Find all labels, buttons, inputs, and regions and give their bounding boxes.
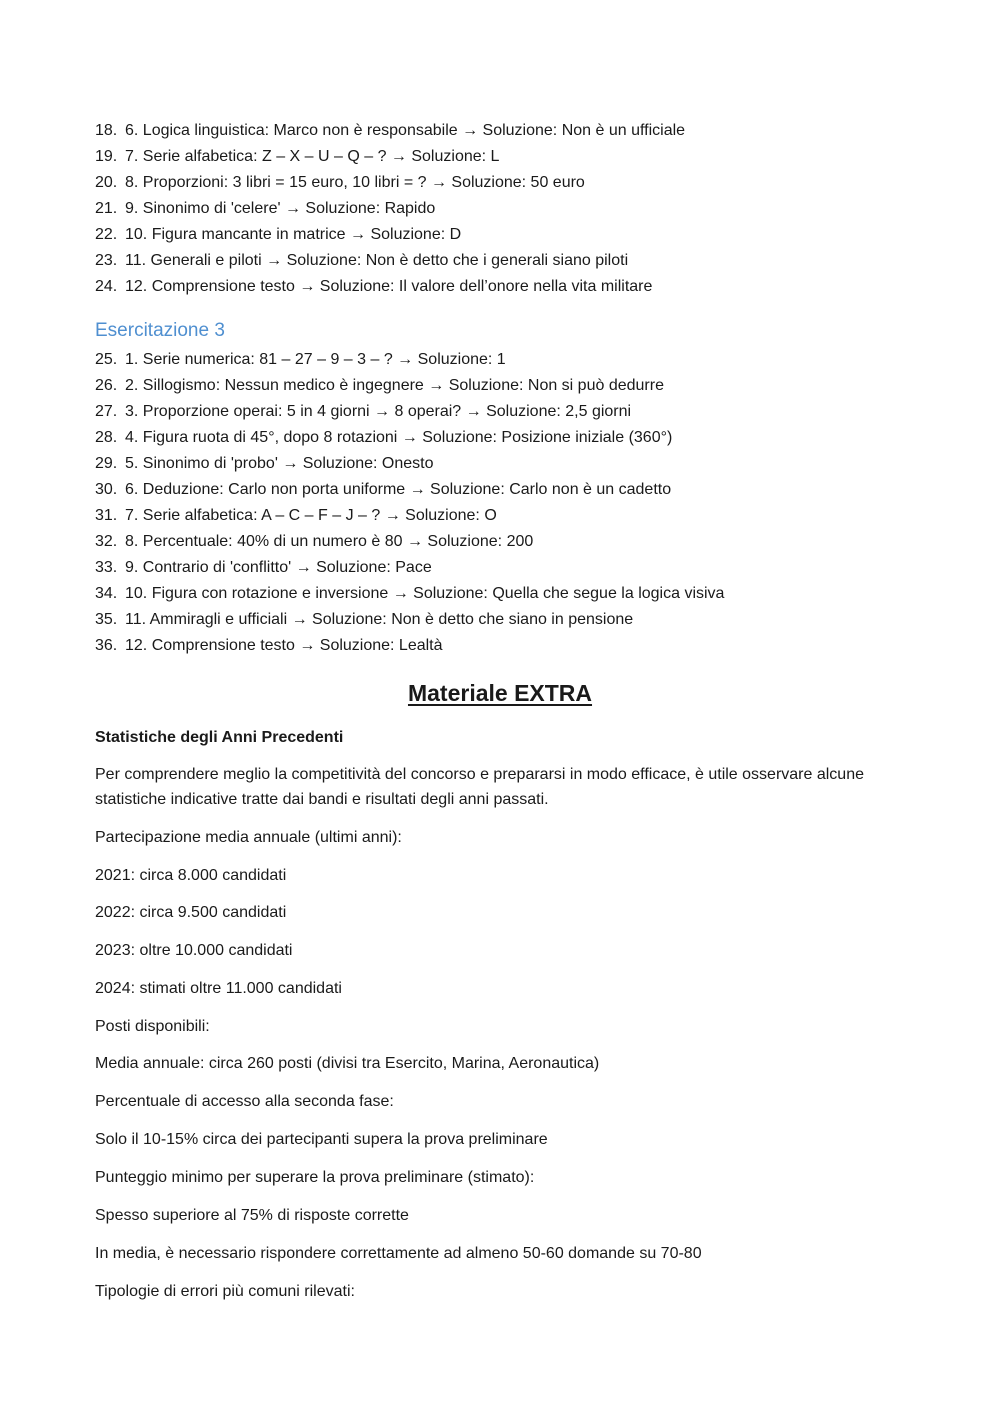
list-item <box>95 477 724 503</box>
list-item <box>95 144 685 170</box>
list-item <box>95 222 685 248</box>
list-item <box>95 425 724 451</box>
paragraph: Partecipazione media annuale (ultimi anni): <box>95 829 402 846</box>
intro-paragraph: Per comprendere meglio la competitività del concorso e prepararsi in modo efficace, è utile osservare alcune statistiche indicative tratte dai bandi e risultati degli anni passati. <box>95 766 864 808</box>
list-item <box>95 248 685 274</box>
exercise-list-esercitazione-3 <box>95 347 724 659</box>
list-item <box>95 274 685 300</box>
item-number: 31. <box>95 507 118 524</box>
paragraph: 2023: oltre 10.000 candidati <box>95 942 293 959</box>
subheading-statistiche: Statistiche degli Anni Precedenti <box>95 729 344 746</box>
item-number: 30. <box>95 481 118 498</box>
item-number: 26. <box>95 377 118 394</box>
item-number: 33. <box>95 559 118 576</box>
item-number: 20. <box>95 174 118 191</box>
item-number: 32. <box>95 533 118 550</box>
list-item <box>95 170 685 196</box>
item-number: 21. <box>95 200 118 217</box>
item-text: 11. Ammiragli e ufficiali → Soluzione: Non è detto che siano in pensione <box>125 611 634 628</box>
item-number: 25. <box>95 351 118 368</box>
list-item <box>95 633 724 659</box>
item-number: 34. <box>95 585 118 602</box>
list-item <box>95 118 685 144</box>
item-text: 8. Proporzioni: 3 libri = 15 euro, 10 libri = ? → Soluzione: 50 euro <box>125 174 585 191</box>
item-text: 6. Deduzione: Carlo non porta uniforme → Soluzione: Carlo non è un cadetto <box>125 481 672 498</box>
item-number: 27. <box>95 403 118 420</box>
paragraph: Tipologie di errori più comuni rilevati: <box>95 1283 355 1300</box>
item-text: 2. Sillogismo: Nessun medico è ingegnere → Soluzione: Non si può dedurre <box>125 377 664 394</box>
item-number: 23. <box>95 252 118 269</box>
list-item <box>95 196 685 222</box>
item-number: 22. <box>95 226 118 243</box>
list-item <box>95 373 724 399</box>
list-item <box>95 555 724 581</box>
item-text: 10. Figura mancante in matrice → Soluzione: D <box>125 226 462 243</box>
item-number: 29. <box>95 455 118 472</box>
item-text: 12. Comprensione testo → Soluzione: Il valore dell’onore nella vita militare <box>125 278 653 295</box>
list-item <box>95 529 724 555</box>
item-number: 28. <box>95 429 118 446</box>
exercise-list-continued <box>95 118 685 300</box>
paragraph: Punteggio minimo per superare la prova preliminare (stimato): <box>95 1169 535 1186</box>
item-text: 7. Serie alfabetica: Z – X – U – Q – ? → Soluzione: L <box>125 148 500 165</box>
paragraph: 2021: circa 8.000 candidati <box>95 867 287 884</box>
list-item <box>95 581 724 607</box>
list-item <box>95 399 724 425</box>
paragraph: Media annuale: circa 260 posti (divisi tra Esercito, Marina, Aeronautica) <box>95 1055 600 1072</box>
paragraph: In media, è necessario rispondere correttamente ad almeno 50-60 domande su 70-80 <box>95 1245 702 1262</box>
item-text: 8. Percentuale: 40% di un numero è 80 → Soluzione: 200 <box>125 533 534 550</box>
paragraph: 2022: circa 9.500 candidati <box>95 904 287 921</box>
item-text: 9. Contrario di 'conflitto' → Soluzione: Pace <box>125 559 432 576</box>
section-heading-esercitazione-3: Esercitazione 3 <box>95 320 225 341</box>
list-item <box>95 347 724 373</box>
list-item <box>95 607 724 633</box>
paragraph: 2024: stimati oltre 11.000 candidati <box>95 980 342 997</box>
item-number: 18. <box>95 122 118 139</box>
item-number: 35. <box>95 611 118 628</box>
item-number: 24. <box>95 278 118 295</box>
item-number: 36. <box>95 637 118 654</box>
section-title-materiale-extra <box>0 677 1000 709</box>
item-text: 7. Serie alfabetica: A – C – F – J – ? → Soluzione: O <box>125 507 497 524</box>
paragraph: Spesso superiore al 75% di risposte corrette <box>95 1207 409 1224</box>
item-text: 11. Generali e piloti → Soluzione: Non è detto che i generali siano piloti <box>125 252 629 269</box>
list-item <box>95 503 724 529</box>
item-text: 9. Sinonimo di 'celere' → Soluzione: Rapido <box>125 200 436 217</box>
paragraph: Percentuale di accesso alla seconda fase: <box>95 1093 394 1110</box>
paragraph: Posti disponibili: <box>95 1018 210 1035</box>
title-text: Materiale EXTRA <box>407 680 593 706</box>
item-text: 6. Logica linguistica: Marco non è responsabile → Soluzione: Non è un ufficiale <box>125 122 686 139</box>
item-text: 10. Figura con rotazione e inversione → Soluzione: Quella che segue la logica visiva <box>125 585 725 602</box>
item-number: 19. <box>95 148 118 165</box>
item-text: 3. Proporzione operai: 5 in 4 giorni → 8 operai? → Soluzione: 2,5 giorni <box>125 403 632 420</box>
list-item <box>95 451 724 477</box>
item-text: 1. Serie numerica: 81 – 27 – 9 – 3 – ? → Soluzione: 1 <box>125 351 506 368</box>
item-text: 12. Comprensione testo → Soluzione: Lealtà <box>125 637 443 654</box>
paragraph: Solo il 10-15% circa dei partecipanti supera la prova preliminare <box>95 1131 548 1148</box>
item-text: 4. Figura ruota di 45°, dopo 8 rotazioni → Soluzione: Posizione iniziale (360°) <box>125 429 673 446</box>
item-text: 5. Sinonimo di 'probo' → Soluzione: Onesto <box>125 455 434 472</box>
